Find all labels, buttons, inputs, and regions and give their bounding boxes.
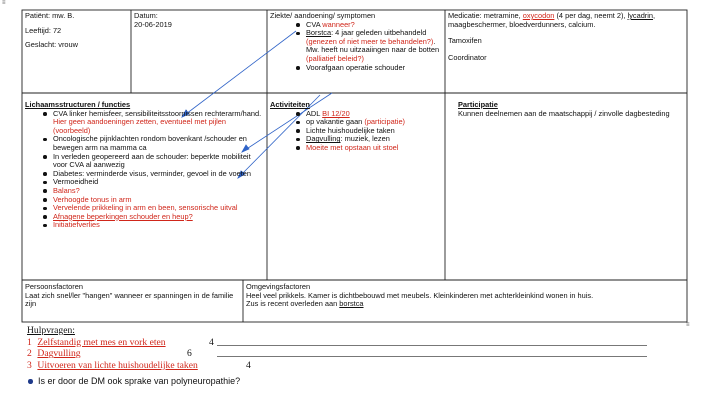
hulpvraag-score: 6: [187, 348, 192, 360]
date-cell: [134, 12, 264, 29]
patient-age: Leeftijd: 72: [25, 25, 62, 35]
medication-coordinator: Coordinator: [448, 52, 487, 62]
hulpvraag-score: 4: [246, 359, 251, 371]
body-functions-item-red: Balans?: [53, 185, 80, 195]
activities-item-red: (participatie): [364, 117, 406, 127]
personal-factors-cell: [25, 283, 240, 309]
date-value: 20-06-2019: [134, 19, 172, 29]
page-corner-mark: ≡: [2, 0, 6, 6]
hulpvraag-line: [217, 356, 647, 357]
hulpvraag-row: [27, 348, 198, 360]
environment-text-2: [246, 300, 684, 309]
medication-tamoxifen: Tamoxifen: [448, 36, 482, 46]
body-functions-item-text: In verleden geopereerd aan de schouder: beperkte mobiliteit voor CVA al aanwezig: [53, 151, 251, 170]
hulpvragen-section: [27, 325, 251, 371]
date-label: Datum:: [134, 11, 158, 20]
environment-heading: Omgevingsfactoren: [246, 282, 311, 291]
body-functions-item: [53, 110, 265, 136]
hulpvraag-score: 4: [209, 336, 214, 348]
body-functions-item-red: Vervelende prikkeling in arm en been, sensorische uitval: [53, 203, 238, 213]
medication-lycadrin: lycadrin: [627, 11, 654, 20]
hulpvraag-label: Uitvoeren van lichte huishoudelijke taken: [37, 359, 198, 371]
illness-item-surgery-text: Voorafgaan operatie schouder: [306, 62, 406, 72]
illness-item-borstca-label: Borstca: [306, 28, 332, 38]
illness-item-borstca-metastasis: . Mw. heeft nu uitzaaiingen naar de botten: [306, 36, 440, 55]
body-functions-item-text: Vermoeidheid: [53, 177, 99, 187]
hulpvraag-row: [27, 359, 251, 372]
hulpvragen-title: [27, 325, 198, 337]
activities-item-red: Moeite met opstaan uit stoel: [306, 142, 399, 152]
illness-item-cva-question: wanneer?: [322, 19, 355, 29]
activities-item-text: Dagvulling: [306, 134, 341, 144]
body-functions-item-red: Verhoogde tonus in arm: [53, 194, 132, 204]
environment-cell: [246, 283, 684, 309]
body-functions-item: [53, 153, 265, 170]
participation-text: Kunnen deelnemen aan de maatschappij / zinvolle dagbesteding: [458, 108, 670, 118]
activities-heading: Activiteiten: [270, 100, 310, 109]
hulpvraag-number: 1: [27, 336, 32, 348]
body-functions-item-red: Hier geen aandoeningen zetten, eventueel met pijlen (voorbeeld): [53, 117, 226, 135]
body-functions-item: [53, 178, 265, 187]
body-functions-list: [25, 110, 265, 230]
hulpvraag-number: 3: [27, 359, 32, 371]
activities-list: [270, 110, 443, 153]
hulpvragen-title-text: Hulpvragen:: [27, 325, 75, 336]
body-functions-item-text: Oncologische pijnklachten rondom bovenkant /schouder en bewegen arm na mamma ca: [53, 134, 247, 152]
medication-text: [448, 12, 684, 29]
illness-item-borstca: [306, 29, 443, 63]
body-functions-item-text: CVA linker hemisfeer, sensibiliteitsstoornissen rechterarm/hand.: [53, 108, 262, 118]
illness-list: [270, 21, 443, 73]
environment-text-2a: Zus is recent overleden aan: [246, 299, 340, 309]
illness-item-borstca-question: (genezen of niet meer te behandelen?): [306, 36, 434, 46]
page-side-mark: ≡: [686, 322, 690, 328]
activities-item-text: op vakantie gaan: [306, 117, 365, 127]
body-functions-item: [53, 135, 265, 152]
medication-part-3: (4 per dag, neemt 2),: [554, 11, 628, 20]
body-functions-heading: Lichaamsstructuren / functies: [25, 100, 131, 109]
illness-item-palliative: (palliatief beleid?): [306, 53, 364, 63]
activities-item: [306, 144, 443, 153]
illness-cell: [270, 12, 443, 72]
body-functions-item: [53, 221, 265, 230]
hulpvraag-line: [217, 345, 647, 346]
environment-text-2b: borstca: [339, 299, 364, 309]
hulpvraag-label: Dagvulling: [37, 348, 81, 360]
medication-part-1: metramine,: [483, 11, 523, 20]
illness-item-borstca-text: : 4 jaar geleden uitbehandeld: [331, 28, 427, 38]
activities-item-red: BI 12/20: [322, 108, 350, 118]
hulpvraag-row: [27, 336, 214, 349]
personal-factors-heading: Persoonsfactoren: [25, 282, 83, 291]
patient-name: Patiënt: mw. B.: [25, 11, 75, 20]
illness-item-surgery: [306, 64, 443, 73]
body-functions-item-red: Initiatiefverlies: [53, 220, 100, 230]
illness-heading: Ziekte/ aandoening/ symptomen: [270, 11, 376, 20]
patient-cell: [25, 12, 129, 50]
hulpvraag-number: 2: [27, 348, 32, 360]
body-functions-item-text: Diabetes: verminderde visus, verminder, gevoel in de voeten: [53, 168, 252, 178]
activities-cell: [270, 101, 443, 153]
hulpvragen-question: Is er door de DM ook sprake van polyneuropathie?: [38, 376, 241, 386]
activities-item-tail: : muziek, lezen: [340, 134, 390, 144]
participation-cell: [458, 101, 682, 118]
body-functions-item-red: Afnagene beperkingen schouder en heup?: [53, 211, 193, 221]
patient-gender: Geslacht: vrouw: [25, 40, 78, 50]
medication-part-5: , maagbeschermer, bloedverdunners, calcium.: [448, 11, 656, 29]
activities-item-text: Lichte huishoudelijke taken: [306, 125, 395, 135]
participation-heading: Participatie: [458, 100, 498, 109]
medication-label: Medicatie:: [448, 11, 482, 20]
illness-item-cva-text: CVA: [306, 19, 323, 29]
body-functions-cell: [25, 101, 265, 230]
medication-oxycodon: oxycodon: [522, 11, 555, 20]
activities-item-text: ADL: [306, 108, 323, 118]
environment-text-1: Heel veel prikkels. Kamer is dichtbebouwd met meubels. Kleinkinderen met achterkleinkind wonen in huis.: [246, 290, 594, 300]
medication-cell: [448, 12, 684, 62]
hulpvraag-label: Zelfstandig met mes en vork eten: [37, 336, 166, 348]
personal-factors-text: Laat zich snel/ler "hangen" wanneer er spanningen in de familie zijn: [25, 290, 234, 309]
